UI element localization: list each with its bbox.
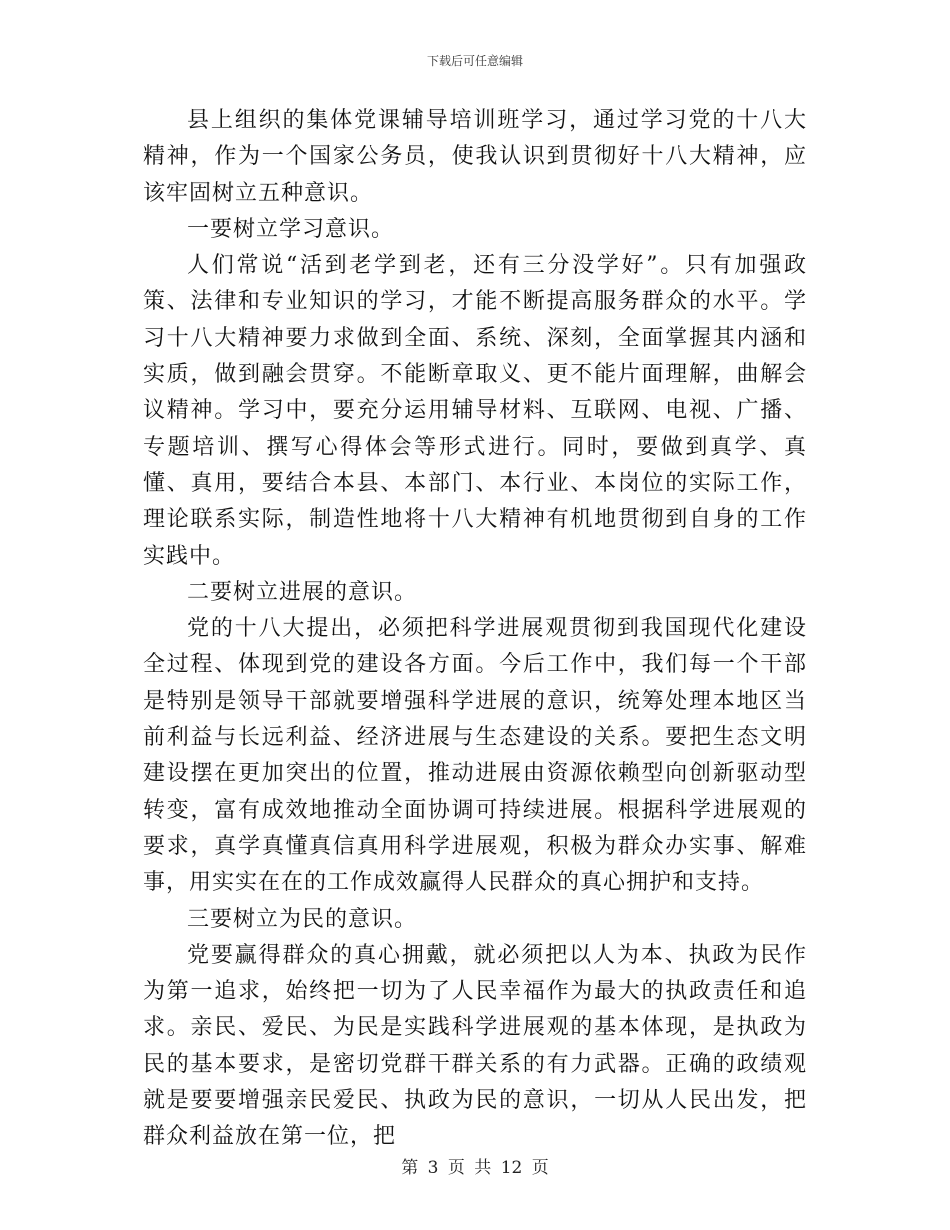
page-header-note: 下载后可任意编辑: [426, 54, 523, 68]
heading-people-awareness: 三要树立为民的意识。: [187, 906, 418, 932]
paragraph-intro: 县上组织的集体党课辅导培训班学习，通过学习党的十八大精神，作为一个国家公务员，使我认识到贯彻好十八大精神，应该牢固树立五种意识。: [143, 108, 807, 206]
paragraph-learning: 人们常说“活到老学到老，还有三分没学好”。只有加强政策、法律和专业知识的学习，才能不断提高服务群众的水平。学习十八大精神要力求做到全面、系统、深刻，全面掌握其内涵和实质，做到融会贯穿。不能断章取义、更不能片面理解，曲解会议精神。学习中，要充分运用辅导材料、互联网、电视、广播、专题培训、撰写心得体会等形式进行。同时，要做到真学、真懂、真用，要结合本县、本部门、本行业、本岗位的实际工作，理论联系实际，制造性地将十八大精神有机地贯彻到自身的工作实践中。: [143, 253, 807, 569]
paragraph-development: 党的十八大提出，必须把科学进展观贯彻到我国现代化建设全过程、体现到党的建设各方面。今后工作中，我们每一个干部是特别是领导干部就要增强科学进展的意识，统筹处理本地区当前利益与长远利益、经济进展与生态建设的关系。要把生态文明建设摆在更加突出的位置，推动进展由资源依赖型向创新驱动型转变，富有成效地推动全面协调可持续进展。根据科学进展观的要求，真学真懂真信真用科学进展观，积极为群众办实事、解难事，用实实在在的工作成效赢得人民群众的真心拥护和支持。: [143, 616, 807, 896]
paragraph-people: 党要赢得群众的真心拥戴，就必须把以人为本、执政为民作为第一追求，始终把一切为了人民幸福作为最大的执政责任和追求。亲民、爱民、为民是实践科学进展观的基本体现，是执政为民的基本要求，是密切党群干群关系的有力武器。正确的政绩观就是要要增强亲民爱民、执政为民的意识，一切从人民出发，把群众利益放在第一位，把: [143, 942, 807, 1150]
document-body: [143, 103, 807, 1156]
heading-development-awareness: 二要树立进展的意识。: [187, 579, 418, 605]
page-number-footer: 第 3 页 共 12 页: [401, 1158, 549, 1178]
heading-learning-awareness: 一要树立学习意识。: [187, 216, 395, 242]
